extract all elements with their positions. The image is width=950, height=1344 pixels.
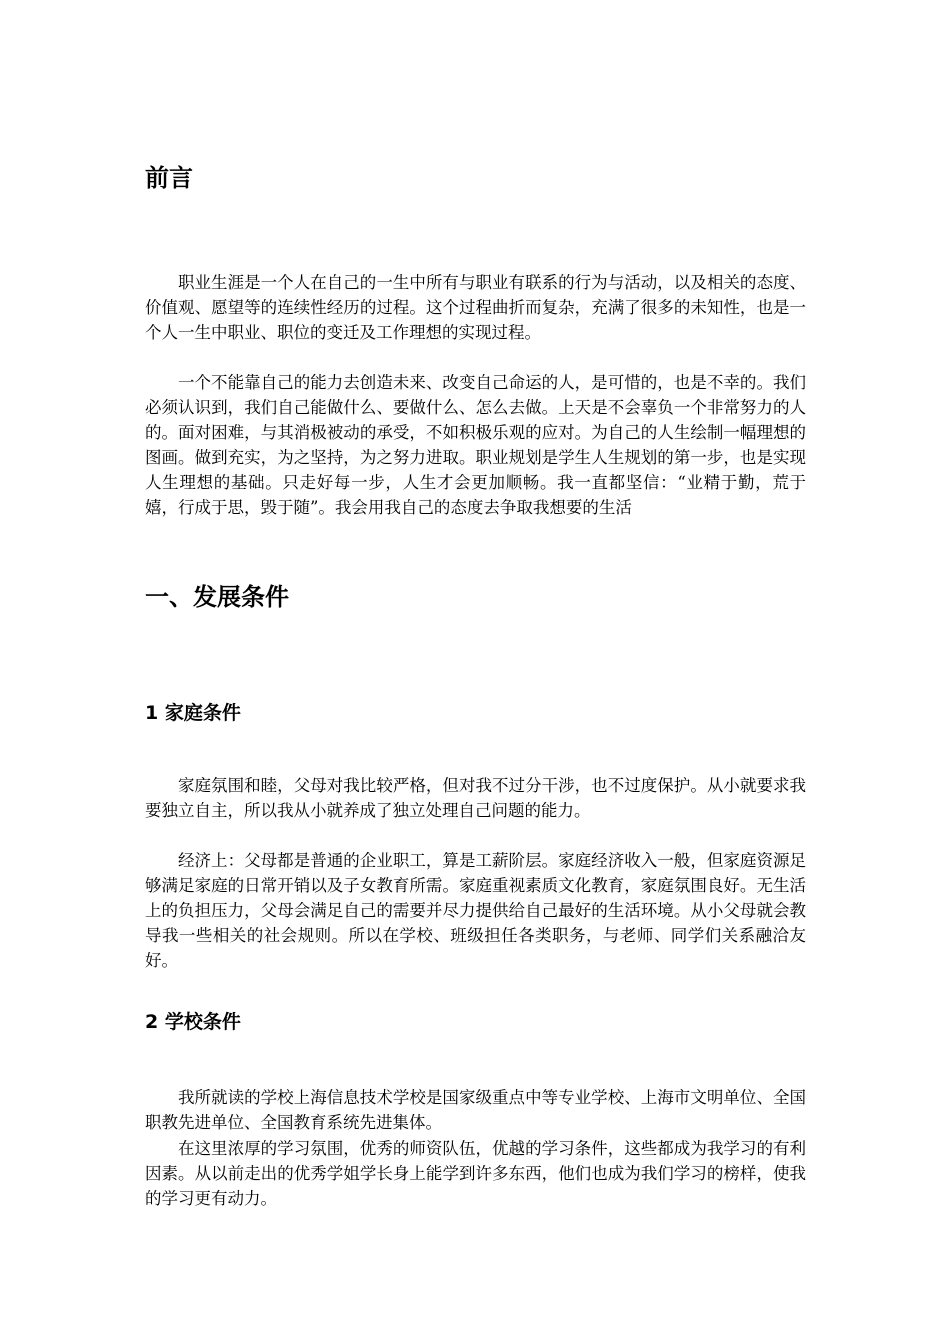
school-paragraph-1: 我所就读的学校上海信息技术学校是国家级重点中等专业学校、上海市文明单位、全国职教先进单位、全国教育系统先进集体。: [145, 1088, 806, 1132]
family-paragraph-2: 经济上：父母都是普通的企业职工，算是工薪阶层。家庭经济收入一般，但家庭资源足够满足家庭的日常开销以及子女教育所需。家庭重视素质文化教育，家庭氛围良好。无生活上的负担压力，父母会满足自己的需要并尽力提供给自己最好的生活环境。从小父母就会教导我一些相关的社会规则。所以在学校、班级担任各类职务，与老师、同学们关系融洽友好。: [145, 851, 806, 970]
preface-paragraph-2: 一个不能靠自己的能力去创造未来、改变自己命运的人，是可惜的，也是不幸的。我们必须认识到，我们自己能做什么、要做什么、怎么去做。上天是不会辜负一个非常努力的人的。面对困难，与其消极被动的承受，不如积极乐观的应对。为自己的人生绘制一幅理想的图画。做到充实，为之坚持，为之努力进取。职业规划是学生人生规划的第一步，也是实现人生理想的基础。只走好每一步，人生才会更加顺畅。我一直都坚信：“业精于勤，荒于嬉，行成于思，毁于随”。我会用我自己的态度去争取我想要的生活: [145, 373, 806, 517]
family-heading: 1 家庭条件: [145, 702, 241, 724]
development-heading: 一、发展条件: [145, 583, 289, 611]
preface-heading: 前言: [145, 164, 193, 192]
school-heading: 2 学校条件: [145, 1011, 241, 1033]
preface-paragraph-1: 职业生涯是一个人在自己的一生中所有与职业有联系的行为与活动，以及相关的态度、价值观、愿望等的连续性经历的过程。这个过程曲折而复杂，充满了很多的未知性，也是一个人一生中职业、职位的变迁及工作理想的实现过程。: [145, 273, 806, 342]
school-paragraph-2: 在这里浓厚的学习氛围，优秀的师资队伍，优越的学习条件，这些都成为我学习的有利因素。从以前走出的优秀学姐学长身上能学到许多东西，他们也成为我们学习的榜样，使我的学习更有动力。: [145, 1139, 806, 1208]
family-paragraph-1: 家庭氛围和睦，父母对我比较严格，但对我不过分干涉，也不过度保护。从小就要求我要独立自主，所以我从小就养成了独立处理自己问题的能力。: [145, 776, 806, 820]
